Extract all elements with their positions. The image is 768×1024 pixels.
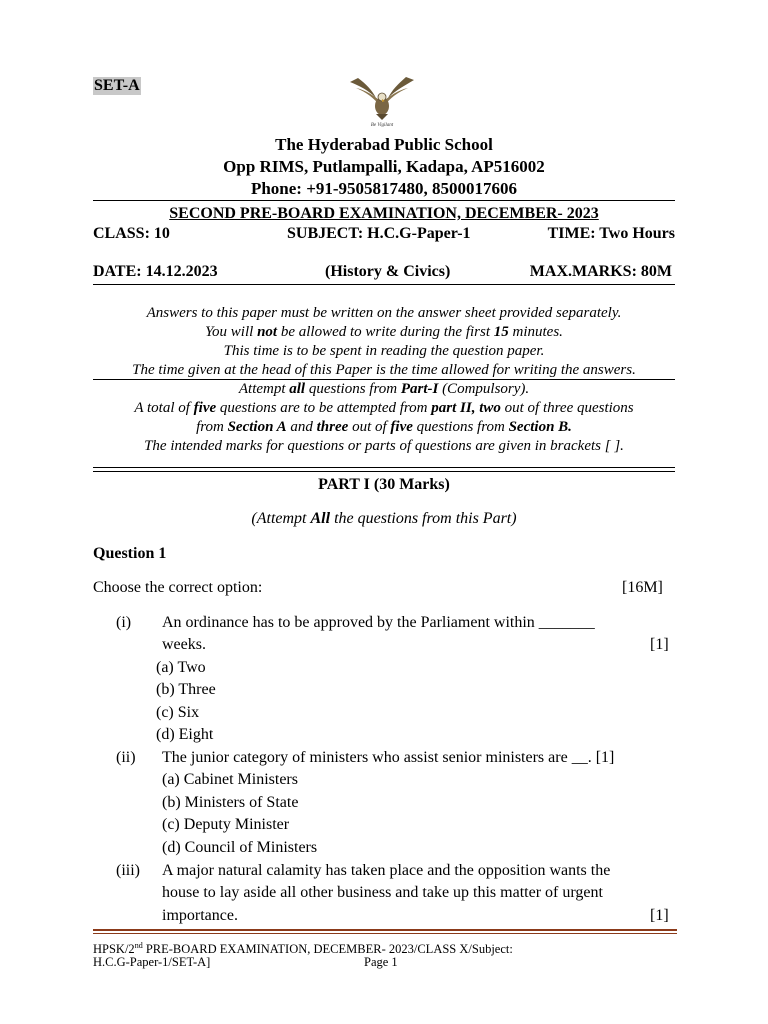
item-text: weeks. [162,636,206,653]
option: (a) Two [156,659,206,676]
option: (b) Three [156,681,216,698]
set-label: SET-A [94,77,140,94]
instruction-line: You will not be allowed to write during the first 15 minutes. [205,324,563,340]
subject-label: SUBJECT: H.C.G-Paper-1 [287,225,471,242]
item-text: house to lay aside all other business and take up this matter of urgent [162,884,603,901]
option: (a) Cabinet Ministers [162,771,298,788]
footer-rule-thin [93,933,677,934]
class-row [93,225,675,245]
instructions-block-1 [93,304,675,380]
instruction-line: from Section A and three out of five questions from Section B. [196,419,572,435]
instruction-line: The time given at the head of this Paper is the time allowed for writing the answers. [132,362,636,378]
instruction-line: This time is to be spent in reading the question paper. [223,343,545,359]
exam-title: SECOND PRE-BOARD EXAMINATION, DECEMBER- 2023 [169,205,599,222]
school-phone: Phone: +91-9505817480, 8500017606 [250,179,518,198]
question-label: Question 1 [93,545,167,562]
page-number: Page 1 [364,955,398,969]
date-label: DATE: 14.12.2023 [93,263,218,280]
divider-top [93,200,675,201]
option: (d) Council of Ministers [162,839,318,856]
option: (d) Eight [156,726,214,743]
item-text: importance. [162,907,238,924]
class-label: CLASS: 10 [93,225,170,242]
option: (c) Deputy Minister [162,816,290,833]
divider-header [93,284,675,285]
double-divider [93,467,675,472]
time-label: TIME: Two Hours [547,225,675,242]
choose-instruction: Choose the correct option: [93,579,263,596]
instruction-line: Answers to this paper must be written on the answer sheet provided separately. [146,305,622,321]
footer-line-2: H.C.G-Paper-1/SET-A] [93,955,211,969]
item-text: An ordinance has to be approved by the Parliament within _______ [162,614,595,631]
subject-detail: (History & Civics) [325,263,451,280]
option: (c) Six [156,704,200,721]
logo-caption: Be Vigilant [370,123,394,128]
item-marks: [1] [650,907,669,924]
date-row [93,263,675,283]
item-text: A major natural calamity has taken place and the opposition wants the [162,862,611,879]
item-number: (i) [116,614,132,631]
item-number: (ii) [116,749,136,766]
item-text: The junior category of ministers who assist senior ministers are __. [1] [162,749,615,766]
choose-marks: [16M] [622,579,663,596]
instructions-block-2 [93,380,675,456]
part-title: PART I (30 Marks) [318,476,450,493]
instruction-line: The intended marks for questions or parts of questions are given in brackets [ ]. [144,438,624,454]
item-number: (iii) [116,862,140,879]
max-marks-label: MAX.MARKS: 80M [529,263,672,280]
instruction-line: A total of five questions are to be attempted from part II, two out of three questions [134,400,634,416]
part-attempt-note: (Attempt All the questions from this Part) [251,510,517,527]
eagle-logo-icon [346,76,418,128]
school-name: The Hyderabad Public School [275,135,493,154]
instruction-line: Attempt all questions from Part-I (Compulsory). [238,381,530,397]
school-address: Opp RIMS, Putlampalli, Kadapa, AP516002 [223,157,545,176]
footer-rule [93,929,677,931]
option: (b) Ministers of State [162,794,299,811]
footer-line-1: HPSK/2nd PRE-BOARD EXAMINATION, DECEMBER- 2023/CLASS X/Subject: [93,941,513,957]
item-marks: [1] [650,636,669,653]
